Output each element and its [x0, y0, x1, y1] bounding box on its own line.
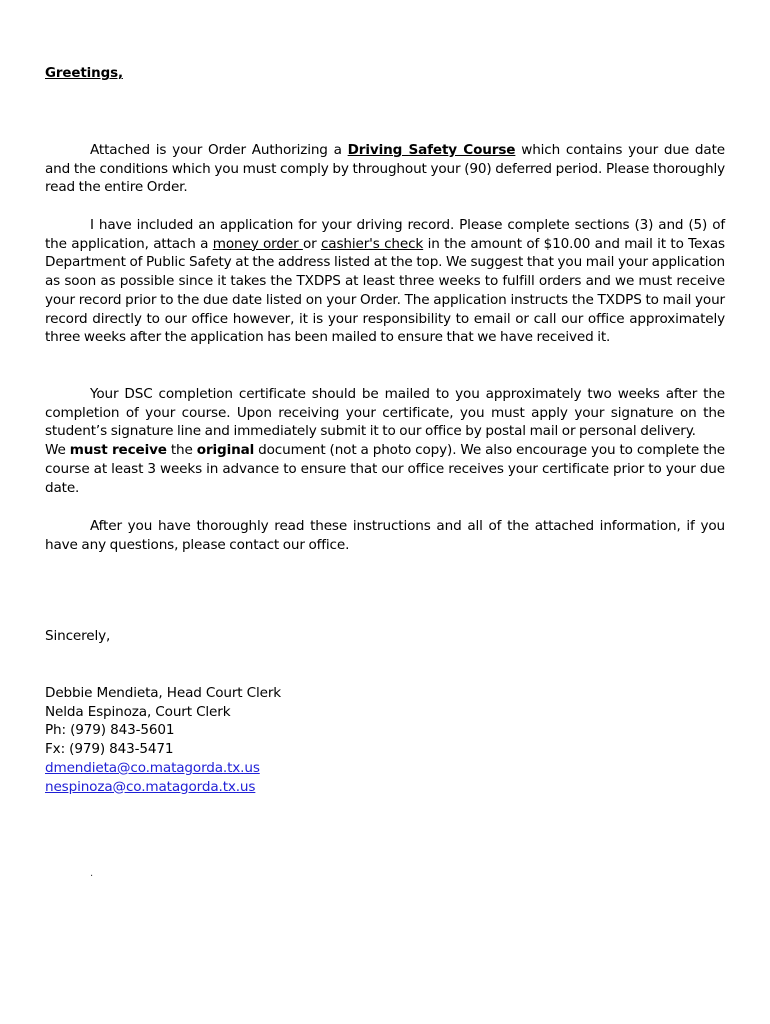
p2-or: or [302, 235, 321, 252]
cashiers-check-label: cashier's check [320, 235, 424, 252]
signer-court-clerk: Nelda Espinoza, Court Clerk [45, 703, 231, 720]
driving-safety-course-label: Driving Safety Course [347, 142, 516, 158]
p2-text-a: I have included an application for your driving record. Please complete sections (3) and (5) of the application, attach a [45, 217, 725, 252]
paragraph-contact-office: After you have thoroughly read these instructions and all of the attached information, if you have any questions, please contact our office. [45, 518, 725, 553]
email-link-dmendieta[interactable]: dmendieta@co.matagorda.tx.us [45, 759, 260, 776]
phone-number: Ph: (979) 843-5601 [45, 722, 175, 739]
p3-we: We [45, 442, 70, 459]
money-order-label: money order [212, 235, 303, 252]
p1-text-a: Attached is your Order Authorizing a [90, 142, 348, 158]
paragraph-order-attached [45, 141, 725, 197]
signer-head-clerk: Debbie Mendieta, Head Court Clerk [45, 685, 282, 701]
p3-text-a: Your DSC completion certificate should be mailed to you approximately two weeks after the completion of your course. Upon receiving your certificate, you must apply your signature on the student’s signature line and immediately submit it to our office by postal mail or personal delivery. [45, 386, 725, 440]
must-receive-label: must receive [69, 442, 167, 459]
paragraph-dsc-certificate [45, 385, 725, 497]
p3-text-b: document (not a photo copy). We also encourage you to complete the course at least 3 weeks in advance to ensure that our office receives your certificate prior to your due date. [45, 442, 725, 496]
fax-number: Fx: (979) 843-5471 [45, 741, 174, 758]
stray-dot-mark: . [90, 868, 94, 879]
p3-the: the [166, 442, 197, 459]
p1-text-b: which contains your due date and the conditions which you must comply by throughout your (90) deferred period. Please thoroughly read the entire Order. [45, 142, 725, 196]
paragraph-driving-record [45, 216, 725, 347]
greeting-heading: Greetings, [45, 66, 123, 81]
p3-second-part [45, 441, 725, 497]
email-link-nespinoza[interactable]: nespinoza@co.matagorda.tx.us [45, 778, 256, 795]
original-label: original [196, 442, 255, 459]
signoff: Sincerely, [45, 628, 111, 644]
p2-text-b: in the amount of $10.00 and mail it to Texas Department of Public Safety at the address listed at the top. We suggest that you mail your application as soon as possible since it takes the TXDPS at least three weeks to fulfill orders and we must receive your record prior to the due date listed on your Order. The application instructs the TXDPS to mail your record directly to our office however, it is your responsibility to email or call our office approximately three weeks after the application has been mailed to ensure that we have received it. [45, 235, 725, 346]
signature-block [45, 684, 281, 796]
